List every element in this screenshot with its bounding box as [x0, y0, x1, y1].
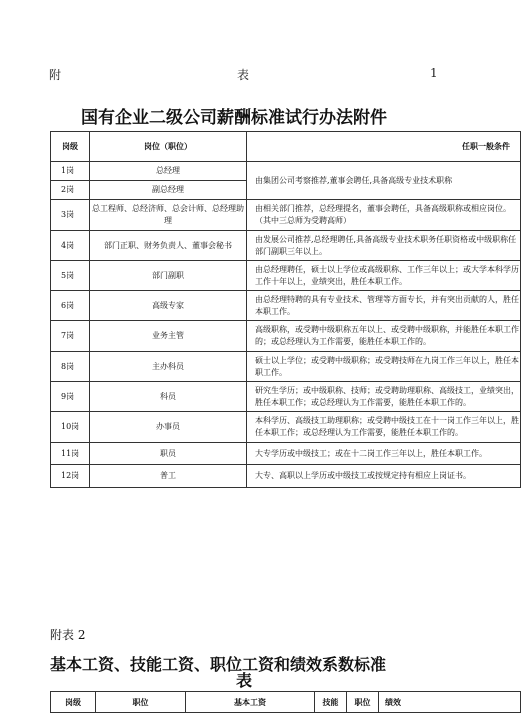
table-row: [51, 291, 521, 321]
table-row: [51, 231, 521, 261]
condition-cell: 大专、高职以上学历或中级技工或按规定持有相应上岗证书。: [247, 465, 521, 488]
condition-cell: 由总经理聘任，硕士以上学位或高级职称、工作三年以上；或大学本科学历工作十年以上，业绩突出，胜任本职工作。: [247, 261, 521, 291]
condition-cell: 由发展公司推荐,总经理聘任,具备高级专业技术职务任职资格或中级职称任部门副职三年以上。: [247, 231, 521, 261]
condition-cell: 本科学历、高级技工助理职称；或受聘中级技工在十一岗工作三年以上，胜任本职工作；或总经理认为工作需要，能胜任本职工作的。: [247, 412, 521, 443]
table-row: [51, 352, 521, 382]
header-position-pay: 职位: [347, 692, 379, 713]
header-performance: 绩效: [379, 692, 521, 713]
header-conditions: 任职一般条件: [247, 132, 521, 162]
grade-cell: 5岗: [51, 261, 90, 291]
grade-cell: 12岗: [51, 465, 90, 488]
condition-cell: 高级职称，或受聘中级职称五年以上、或受聘中级职称，并能胜任本职工作的；或总经理认为工作需要，能胜任本职工作的。: [247, 321, 521, 352]
condition-cell: 大专学历或中级技工；或在十二岗工作三年以上，胜任本职工作。: [247, 443, 521, 465]
table-row: [51, 261, 521, 291]
grade-cell: 8岗: [51, 352, 90, 382]
table-header-row: [51, 132, 521, 162]
table-row: [51, 465, 521, 488]
table-row: [51, 200, 521, 231]
grade-cell: 10岗: [51, 412, 90, 443]
header-position: 职位: [96, 692, 186, 713]
position-conditions-table: [50, 131, 521, 488]
grade-cell: 1岗: [51, 162, 90, 181]
position-cell: 办事员: [90, 412, 247, 443]
grade-cell: 9岗: [51, 382, 90, 412]
position-cell: 业务主管: [90, 321, 247, 352]
header-table-number: 1: [430, 66, 438, 80]
position-cell: 高级专家: [90, 291, 247, 321]
grade-cell: 2岗: [51, 181, 90, 200]
salary-standard-title-cont: 表: [236, 671, 253, 690]
condition-cell: 由相关部门推荐，总经理提名，董事会聘任，具备高级职称或相应岗位。（其中三总师为受聘高师）: [247, 200, 521, 231]
position-cell: 主办科员: [90, 352, 247, 382]
table-row: [51, 162, 521, 181]
position-cell: 普工: [90, 465, 247, 488]
grade-cell: 6岗: [51, 291, 90, 321]
annex-2-label: 附表 2: [50, 628, 86, 642]
header-position: 岗位（职位）: [90, 132, 247, 162]
grade-cell: 7岗: [51, 321, 90, 352]
position-cell: 部门副职: [90, 261, 247, 291]
table-header-row: [51, 692, 521, 713]
condition-cell: 研究生学历；或中级职称、技师；或受聘助理职称、高级技工，业绩突出，胜任本职工作；或总经理认为工作需要，能胜任本职工作的。: [247, 382, 521, 412]
position-cell: 总经理: [90, 162, 247, 181]
table-row: [51, 443, 521, 465]
table-row: [51, 321, 521, 352]
condition-cell: 硕士以上学位；或受聘中级职称；或受聘技师在九岗工作三年以上，胜任本职工作。: [247, 352, 521, 382]
position-cell: 副总经理: [90, 181, 247, 200]
header-grade: 岗级: [51, 132, 90, 162]
condition-cell: 由总经理特聘的具有专业技术、管理等方面专长，并有突出贡献的人，胜任本职工作。: [247, 291, 521, 321]
grade-cell: 3岗: [51, 200, 90, 231]
header-annex-char: 附: [49, 68, 62, 82]
condition-cell: 由集团公司考察推荐,董事会聘任,具备高级专业技术职称: [247, 162, 521, 200]
header-base-salary: 基本工资: [186, 692, 315, 713]
header-skill: 技能: [315, 692, 347, 713]
salary-standard-title: 基本工资、技能工资、职位工资和绩效系数标准: [50, 655, 387, 674]
position-cell: 职员: [90, 443, 247, 465]
position-cell: 部门正职、财务负责人、董事会秘书: [90, 231, 247, 261]
grade-cell: 4岗: [51, 231, 90, 261]
table-row: [51, 412, 521, 443]
salary-standard-table: [50, 691, 521, 713]
position-cell: 总工程师、总经济师、总会计师、总经理助理: [90, 200, 247, 231]
grade-cell: 11岗: [51, 443, 90, 465]
header-table-char: 表: [237, 68, 250, 82]
table-row: [51, 382, 521, 412]
position-cell: 科员: [90, 382, 247, 412]
document-title: 国有企业二级公司薪酬标准试行办法附件: [81, 108, 387, 128]
header-grade: 岗级: [51, 692, 96, 713]
